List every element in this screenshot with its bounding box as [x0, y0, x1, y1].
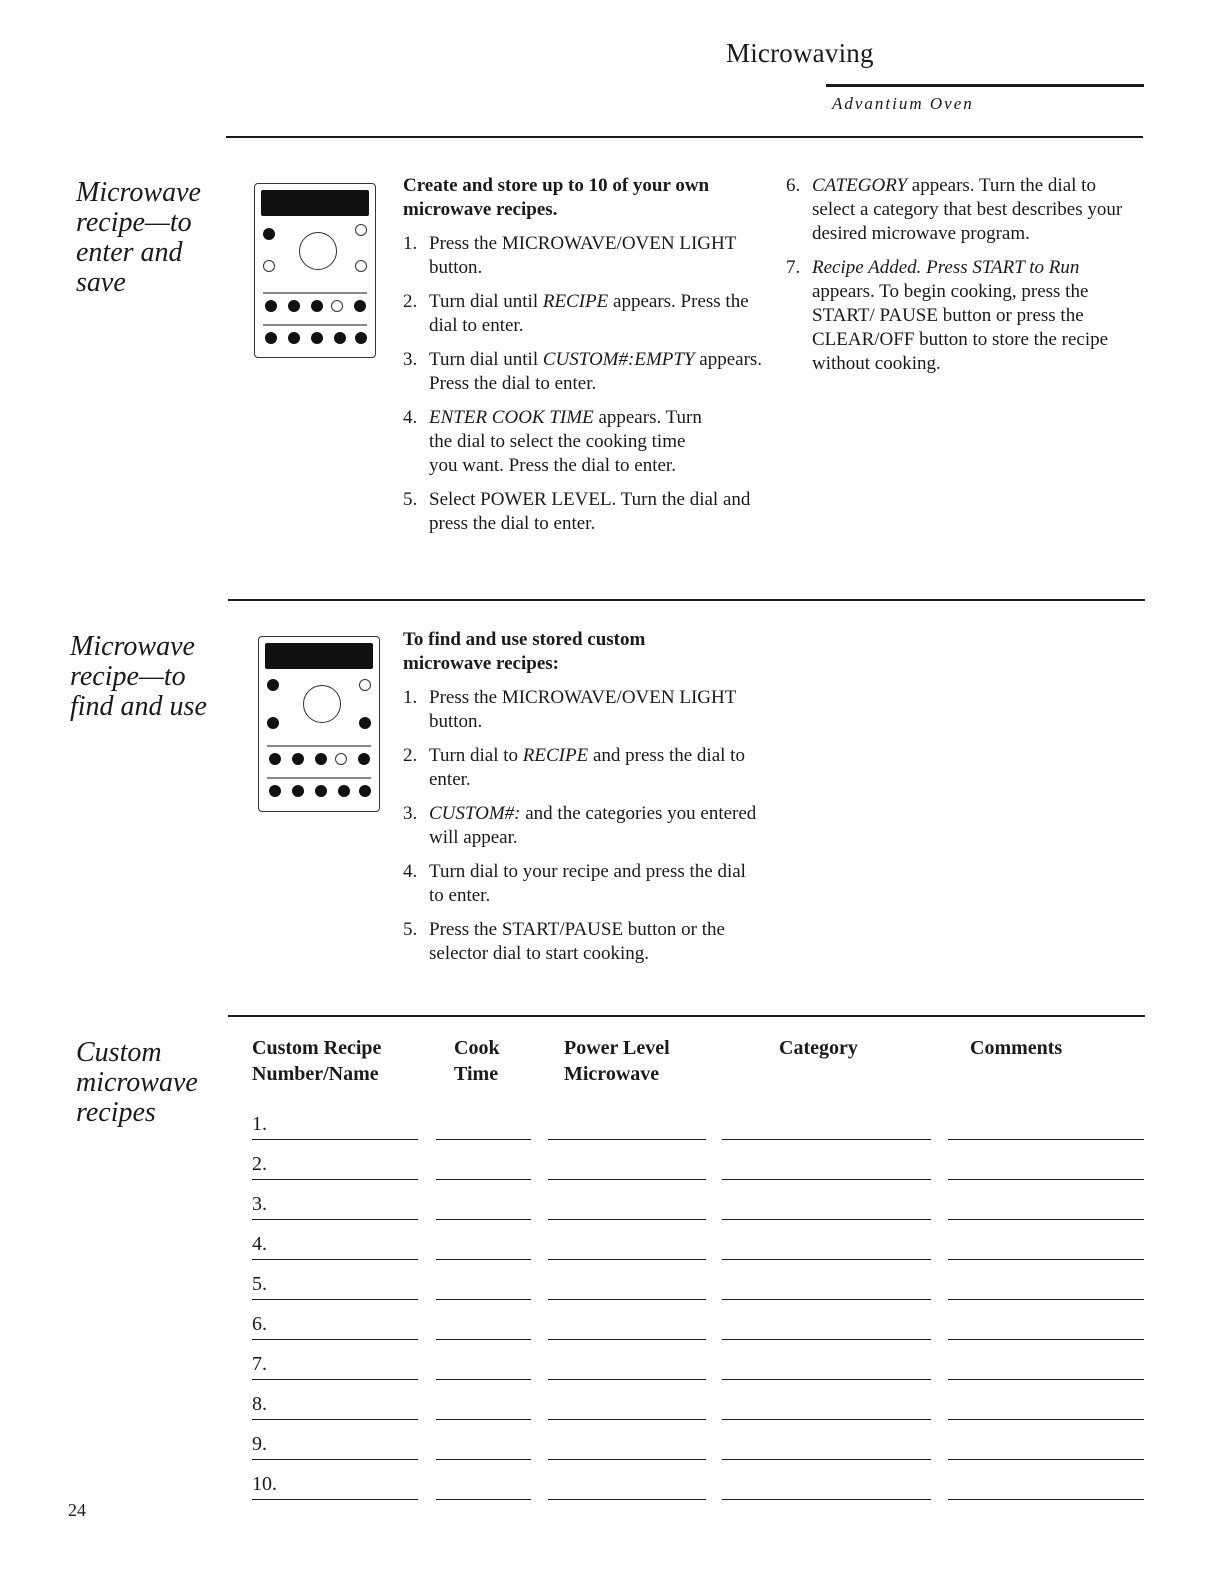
blank-field-line — [252, 1179, 418, 1180]
blank-field-line — [722, 1259, 931, 1260]
side-title-line: save — [76, 267, 126, 298]
list-item: 1. Press the MICROWAVE/OVEN LIGHT button. — [403, 233, 736, 278]
blank-field-line — [548, 1259, 706, 1260]
blank-field-line — [548, 1459, 706, 1460]
blank-field-line — [548, 1499, 706, 1500]
blank-field-line — [252, 1139, 418, 1140]
row-number: 2. — [252, 1153, 267, 1175]
blank-field-line — [436, 1139, 531, 1140]
blank-field-line — [436, 1379, 531, 1380]
column-header-power-level: Power Level Microwave — [564, 1037, 670, 1085]
blank-field-line — [436, 1499, 531, 1500]
row-number: 5. — [252, 1273, 267, 1295]
list-item: 4. ENTER COOK TIME appears. Turn the dial to select the cooking time you want. Press the dial to enter. — [403, 407, 702, 476]
blank-field-line — [548, 1139, 706, 1140]
blank-field-line — [252, 1299, 418, 1300]
blank-field-line — [548, 1299, 706, 1300]
blank-field-line — [948, 1419, 1144, 1420]
column-header-comments: Comments — [970, 1037, 1063, 1059]
page-number: 24 — [68, 1500, 86, 1520]
blank-field-line — [252, 1339, 418, 1340]
blank-field-line — [252, 1499, 418, 1500]
blank-field-line — [252, 1259, 418, 1260]
section2-intro: To find and use stored custom microwave recipes: — [403, 629, 646, 674]
blank-field-line — [722, 1219, 931, 1220]
page-title: Microwaving — [726, 38, 874, 68]
blank-field-line — [252, 1459, 418, 1460]
blank-field-line — [436, 1419, 531, 1420]
blank-field-line — [436, 1179, 531, 1180]
side-title-line: find and use — [70, 691, 207, 722]
side-title-line: recipe—to — [76, 207, 192, 238]
blank-field-line — [722, 1499, 931, 1500]
column-header-recipe: Custom Recipe Number/Name — [252, 1037, 382, 1085]
list-item: 5. Press the START/PAUSE button or the selector dial to start cooking. — [403, 919, 725, 964]
blank-field-line — [436, 1259, 531, 1260]
list-item: 5. Select POWER LEVEL. Turn the dial and press the dial to enter. — [403, 489, 751, 534]
blank-field-line — [948, 1179, 1144, 1180]
blank-field-line — [548, 1339, 706, 1340]
blank-field-line — [436, 1299, 531, 1300]
list-item: 2. Turn dial to RECIPE and press the dial to enter. — [403, 745, 745, 790]
blank-field-line — [548, 1179, 706, 1180]
list-item: 3. CUSTOM#: and the categories you entered will appear. — [403, 803, 757, 848]
blank-field-line — [948, 1459, 1144, 1460]
list-item: 3. Turn dial until CUSTOM#:EMPTY appears. Press the dial to enter. — [403, 349, 763, 394]
section1-intro: Create and store up to 10 of your own microwave recipes. — [403, 175, 710, 220]
blank-field-line — [548, 1419, 706, 1420]
blank-field-line — [436, 1339, 531, 1340]
list-item: 6. CATEGORY appears. Turn the dial to select a category that best describes your desired microwave program. — [786, 175, 1123, 244]
list-item: 4. Turn dial to your recipe and press the dial to enter. — [403, 861, 746, 906]
blank-field-line — [436, 1219, 531, 1220]
blank-field-line — [548, 1219, 706, 1220]
list-item: 7. Recipe Added. Press START to Run appears. To begin cooking, press the START/ PAUSE button or press the CLEAR/OFF button to store the recipe without cooking. — [786, 257, 1109, 374]
blank-field-line — [722, 1459, 931, 1460]
blank-field-line — [252, 1419, 418, 1420]
blank-field-line — [948, 1259, 1144, 1260]
side-title-line: Custom — [76, 1037, 162, 1068]
row-number: 3. — [252, 1193, 267, 1215]
row-number: 1. — [252, 1113, 267, 1135]
column-header-category: Category — [779, 1037, 858, 1059]
blank-field-line — [548, 1379, 706, 1380]
blank-field-line — [948, 1499, 1144, 1500]
list-item: 2. Turn dial until RECIPE appears. Press the dial to enter. — [403, 291, 749, 336]
blank-field-line — [722, 1379, 931, 1380]
row-number: 9. — [252, 1433, 267, 1455]
blank-field-line — [722, 1339, 931, 1340]
blank-field-line — [948, 1139, 1144, 1140]
page-subtitle: Advantium Oven — [832, 94, 974, 113]
blank-field-line — [252, 1219, 418, 1220]
blank-field-line — [722, 1419, 931, 1420]
row-number: 6. — [252, 1313, 267, 1335]
blank-field-line — [252, 1379, 418, 1380]
side-title-line: enter and — [76, 237, 183, 268]
row-number: 7. — [252, 1353, 267, 1375]
side-title-line: microwave — [76, 1067, 198, 1098]
list-item: 1. Press the MICROWAVE/OVEN LIGHT button. — [403, 687, 736, 732]
side-title-line: recipe—to — [70, 661, 186, 692]
row-number: 8. — [252, 1393, 267, 1415]
side-title-line: Microwave — [76, 177, 201, 208]
blank-field-line — [436, 1459, 531, 1460]
blank-field-line — [948, 1219, 1144, 1220]
blank-field-line — [722, 1139, 931, 1140]
side-title-line: Microwave — [70, 631, 195, 662]
blank-field-line — [948, 1339, 1144, 1340]
blank-field-line — [948, 1379, 1144, 1380]
side-title-line: recipes — [76, 1097, 156, 1128]
blank-field-line — [722, 1299, 931, 1300]
blank-field-line — [722, 1179, 931, 1180]
row-number: 4. — [252, 1233, 267, 1255]
blank-field-line — [948, 1299, 1144, 1300]
column-header-cook-time: Cook Time — [454, 1037, 500, 1085]
row-number: 10. — [252, 1473, 277, 1495]
